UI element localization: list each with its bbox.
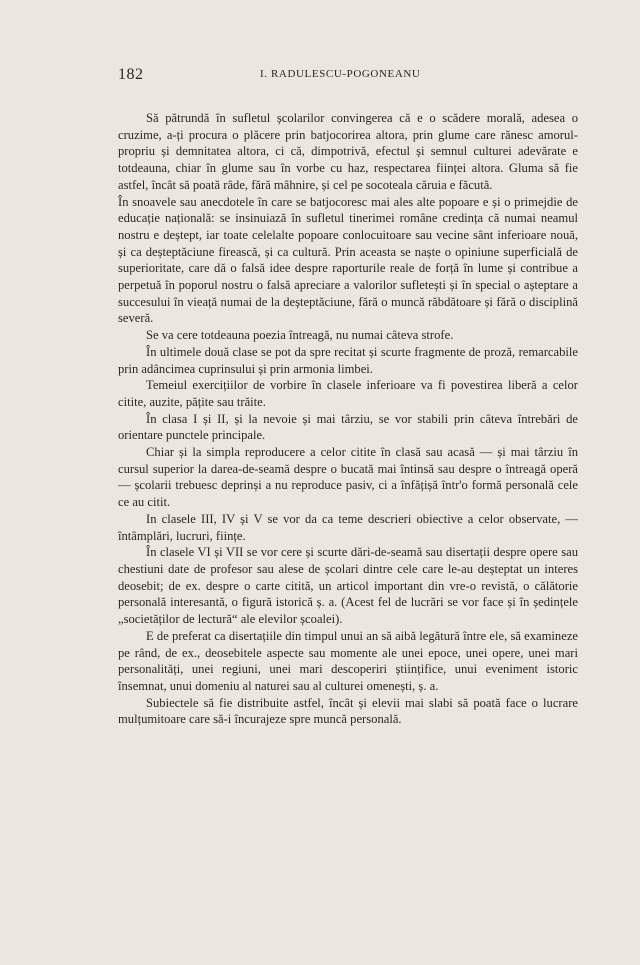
paragraph: Se va cere totdeauna poezia întreagă, nu numai câteva strofe. [146, 328, 454, 343]
paragraph: În clasa I și II, și la nevoie și mai târziu, se vor stabili prin câteva întrebări de orientare punctele principale. [118, 411, 578, 443]
page-header [118, 66, 578, 86]
paragraph: Subiectele să fie distribuite astfel, încât și elevii mai slabi să poată face o lucrare mulțumitoare care să-i încurajeze spre muncă personală. [118, 695, 578, 727]
body-text [118, 110, 578, 728]
running-head: I. RADULESCU-POGONEANU [260, 68, 421, 80]
page-number: 182 [118, 66, 144, 83]
paragraph: Chiar și la simpla reproducere a celor citite în clasă sau acasă — și mai târziu în cursul superior la darea-de-seamă despre o bucată mai întinsă sau despre o întreagă operă — școlarii trebuesc deprinși a nu reproduce pasiv, ci a înfățișă într'o formă personală cele ce au citit. [118, 445, 578, 510]
paragraph: Să pătrundă în sufletul școlarilor convingerea că e o scădere morală, adesea o cruzime, a-ți procura o plăcere prin batjocorirea altora, prin glume care rănesc amorul-propriu și demnitatea altora, ci că, dimpotrivă, efectul și semnul culturei adevărate e totdeauna, chiar în glume sau în vorbe cu haz, respectarea ființei altora. Gluma să fie astfel, încât să poată râde, fără mâhnire, și cel pe socoteala căruia e făcută. [118, 111, 578, 192]
paragraph: Temeiul exercițiilor de vorbire în clasele inferioare va fi povestirea liberă a celor citite, auzite, pățite sau trăite. [118, 378, 578, 409]
paragraph: În ultimele două clase se pot da spre recitat și scurte fragmente de proză, remarcabile prin adâncimea cuprinsului și prin armonia limbei. [118, 344, 578, 376]
paragraph: In clasele III, IV și V se vor da ca teme descrieri obiective a celor observate, — întâmplări, lucruri, ființe. [118, 511, 578, 543]
paragraph: În snoavele sau anecdotele în care se batjocoresc mai ales alte popoare e și o primejdie de educație națională: se insinuiază în sufletul tinerimei române credința că numai neamul nostru e deștept, iar toate celelalte popoare conlocuitoare sau vecine sânt inferioare nouă, și ca deșteptăciune firească, și ca cultură. Prin aceasta se naște o opiniune superficială de superioritate, care dă o falsă idee despre raporturile reale de forță în lume și contribue a perpetuă în poporul nostru o falsă apreciare a valorilor sufletești și în special o așteptare a succesului în vieață numai de la deșteptăciune, fără o muncă răbdătoare și fără o disciplină severă. [118, 194, 578, 326]
paragraph: E de preferat ca disertațiile din timpul unui an să aibă legătură între ele, să examineze pe rând, de ex., deosebitele aspecte sau momente ale unei epoce, unei opere, unei mari personalități, unei regiuni, unei mari descoperiri științifice, unui eveniment istoric însemnat, unui domeniu al naturei sau al culturei omenești, ș. a. [118, 628, 578, 693]
paragraph: În clasele VI și VII se vor cere și scurte dări-de-seamă sau disertații despre opere sau chestiuni date de profesor sau alese de școlari dintre cele care le-au deșteptat un interes deosebit; de ex. despre o carte citită, un articol important din vre-o revistă, o călătorie personală interesantă, o figură istorică ș. a. (Acest fel de lucrări se vor face și în ședințele „societăților de lectură“ ale elevilor școalei). [118, 545, 578, 627]
